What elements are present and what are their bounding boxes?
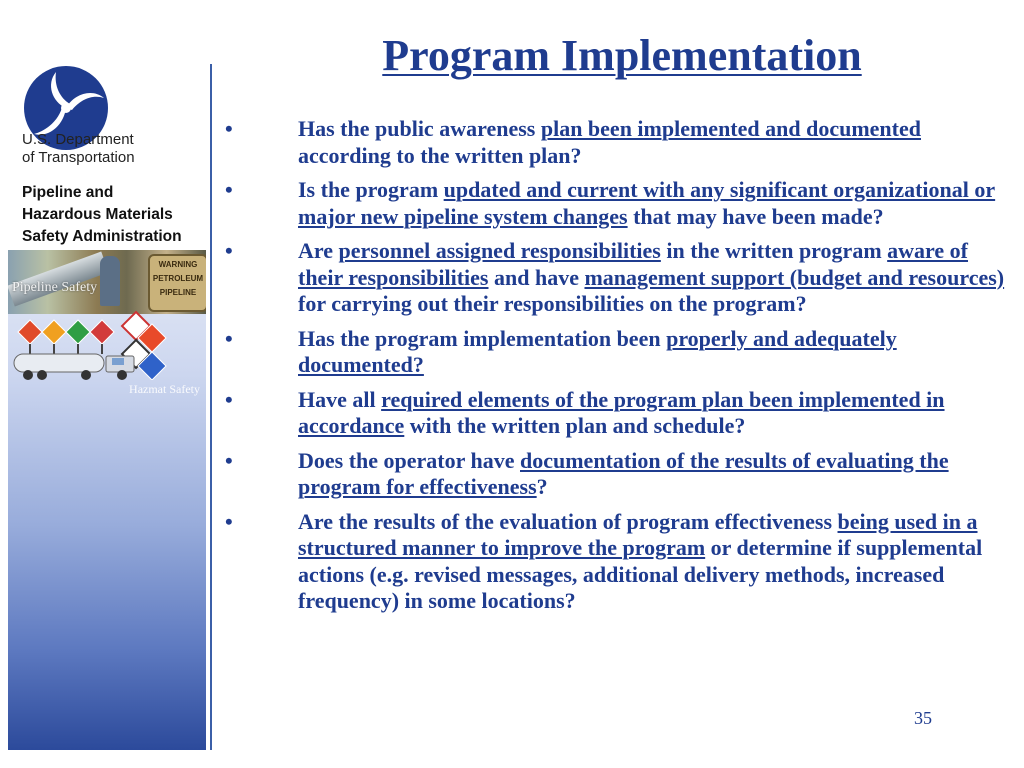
bullet-text: ? bbox=[536, 474, 548, 499]
bullet-text: for carrying out their responsibilities on the program? bbox=[298, 291, 807, 316]
bullet-text: Have all bbox=[298, 386, 382, 412]
bullet-text: Are bbox=[298, 238, 339, 263]
bullet-item bbox=[225, 448, 1017, 501]
bullet-list bbox=[225, 116, 1017, 623]
sidebar-divider bbox=[210, 64, 212, 750]
department-name bbox=[22, 131, 135, 167]
underlined-text: properly and adequately documented? bbox=[298, 325, 897, 377]
underlined-text: management support (budget and resources) bbox=[584, 264, 1005, 290]
bullet-text: Does the operator have bbox=[298, 447, 520, 473]
bullet-text: Has the program implementation been bbox=[298, 325, 667, 351]
bullet-marker: • bbox=[225, 325, 233, 351]
bullet-marker: • bbox=[225, 116, 233, 141]
underlined-text: required elements of the program plan been implemented in accordance bbox=[298, 386, 945, 438]
bullet-text: and have bbox=[488, 264, 585, 290]
warning-sign-line-2: PETROLEUM bbox=[152, 274, 204, 283]
underlined-text: being used in a structured manner to improve the program bbox=[298, 508, 978, 560]
bullet-text: with the written plan and schedule? bbox=[404, 413, 746, 438]
pipeline-safety-label: Pipeline Safety bbox=[12, 280, 98, 295]
bullet-text: Is the program bbox=[298, 177, 444, 202]
bullet-marker: • bbox=[225, 508, 233, 534]
underlined-text: documentation of the results of evaluating the program for effectiveness bbox=[298, 447, 949, 499]
bullet-text: Has the public awareness bbox=[298, 116, 541, 141]
sidebar bbox=[0, 0, 210, 768]
underlined-text: plan been implemented and documented bbox=[540, 116, 921, 141]
underlined-text: aware of their responsibilities bbox=[298, 238, 969, 290]
bullet-marker: • bbox=[225, 177, 233, 202]
admin-line-2: Hazardous Materials bbox=[22, 206, 173, 223]
bullet-text: that may have been made? bbox=[627, 203, 884, 229]
page-number: 35 bbox=[914, 708, 932, 728]
admin-line-1: Pipeline and bbox=[22, 184, 114, 201]
bullet-item bbox=[225, 326, 1017, 379]
bullet-item bbox=[225, 177, 1017, 230]
bullet-text: in the written program bbox=[660, 238, 888, 263]
pipe-graphic bbox=[8, 252, 109, 307]
bullet-marker: • bbox=[225, 447, 233, 473]
administration-name bbox=[22, 182, 182, 248]
dept-line-1: U.S. Department bbox=[22, 131, 134, 148]
sidebar-image-panel bbox=[8, 250, 206, 750]
bullet-item bbox=[225, 116, 1017, 169]
warning-sign bbox=[148, 254, 206, 312]
bullet-item bbox=[225, 509, 1017, 615]
bullet-item bbox=[225, 238, 1017, 318]
warning-sign-line-1: WARNING bbox=[158, 260, 198, 269]
tanker-truck-icon bbox=[12, 348, 142, 382]
hazmat-safety-label: Hazmat Safety bbox=[129, 382, 200, 396]
bullet-text: or determine if supplemental actions (e.g. revised messages, additional delivery methods, increased frequency) in some locations? bbox=[298, 535, 983, 613]
bullet-text: Are the results of the evaluation of program effectiveness bbox=[298, 508, 838, 534]
dept-line-2: of Transportation bbox=[22, 149, 135, 166]
slide-title: Program Implementation bbox=[382, 31, 862, 80]
underlined-text: personnel assigned responsibilities bbox=[338, 238, 661, 263]
underlined-text: updated and current with any significant organizational or major new pipeline system changes bbox=[298, 177, 996, 229]
bullet-item bbox=[225, 387, 1017, 440]
bullet-text: according to the written plan? bbox=[298, 142, 582, 168]
bullet-marker: • bbox=[225, 386, 233, 412]
admin-line-3: Safety Administration bbox=[22, 228, 182, 245]
bullet-marker: • bbox=[225, 238, 233, 263]
warning-sign-line-3: PIPELINE bbox=[159, 288, 197, 297]
worker-graphic bbox=[100, 256, 120, 306]
